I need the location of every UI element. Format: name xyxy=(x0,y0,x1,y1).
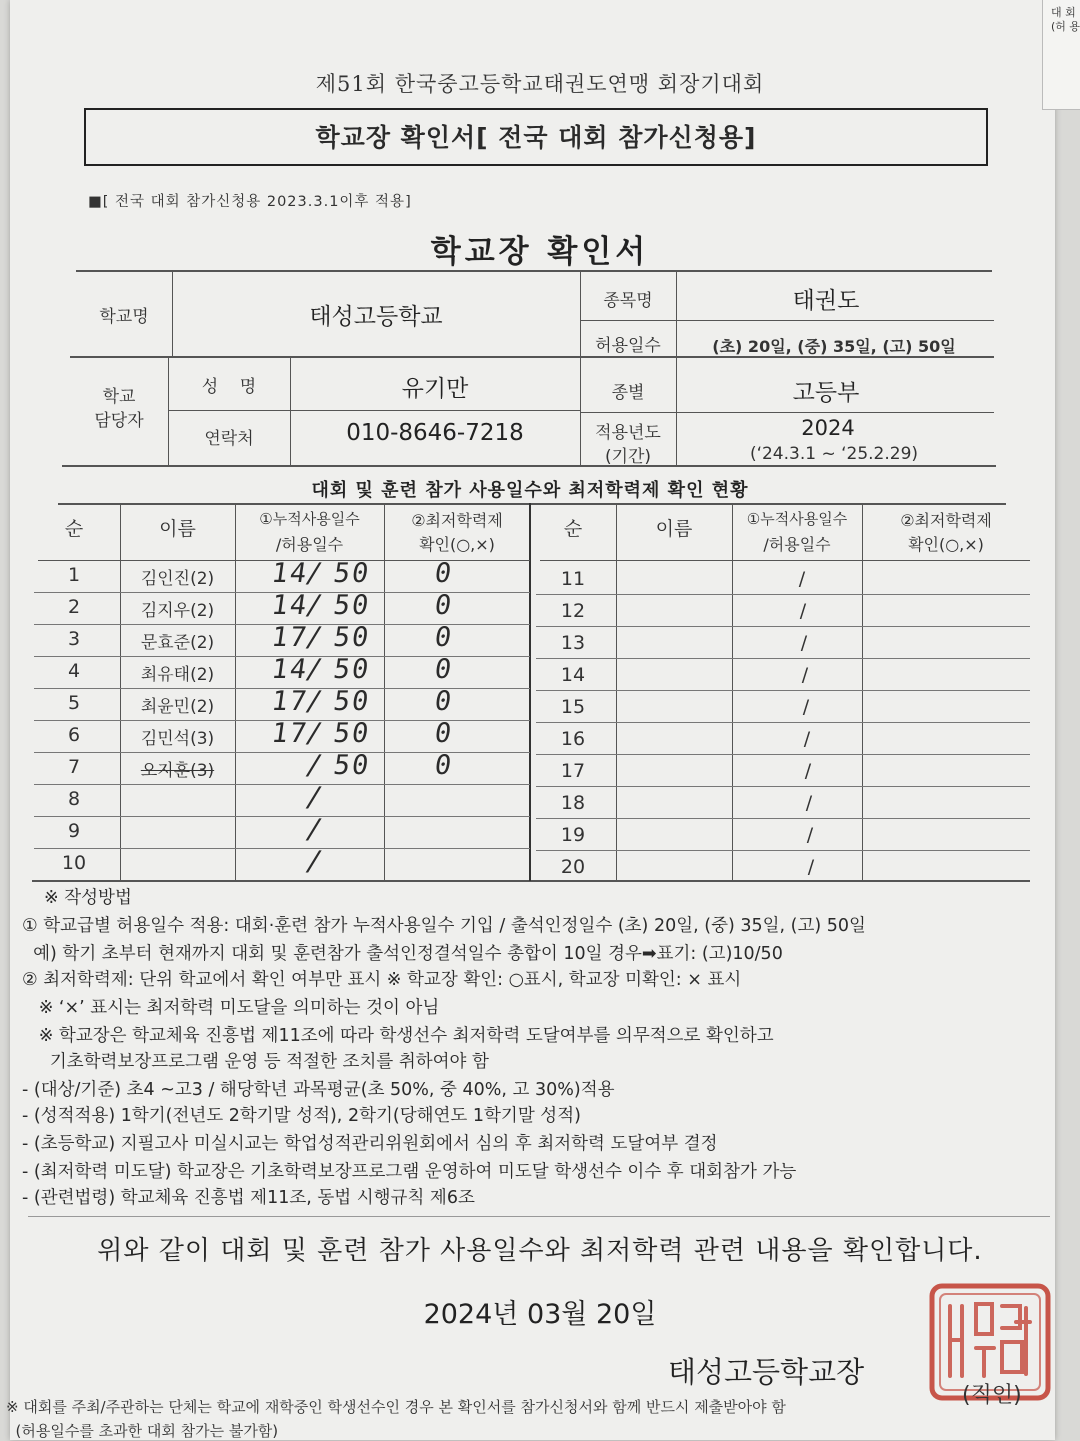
used-days: 17 xyxy=(269,686,311,717)
slash: / xyxy=(303,558,327,589)
row-divider xyxy=(536,850,1030,851)
slash: / xyxy=(303,782,327,813)
slash: / xyxy=(803,728,811,750)
slash: / xyxy=(303,622,327,653)
row-divider xyxy=(536,658,1030,659)
year-value: 2024 xyxy=(801,416,855,440)
student-name: 김지우(2) xyxy=(140,601,215,621)
header-days-1: ①누적사용일수 xyxy=(259,510,360,528)
period-value: (‘24.3.1 ~ ‘25.2.29) xyxy=(749,444,919,464)
allowed-value: (초) 20일, (중) 35일, (고) 50일 xyxy=(712,337,956,356)
instruction-line: 기초학력보장프로그램 운영 등 적절한 조치를 취하여야 함 xyxy=(22,1052,489,1072)
allowed-days: 50 xyxy=(331,558,373,589)
row-divider xyxy=(34,816,530,817)
issue-date: 2024년 03월 20일 xyxy=(423,1299,657,1330)
row-divider xyxy=(536,786,1030,787)
name-label: 성 명 xyxy=(201,377,257,397)
instruction-line: - (최저학력 미도달) 학교장은 기초학력보장프로그램 운영하여 미도달 학생선수 이수 후 대회참가 가능 xyxy=(22,1162,797,1182)
status-table-title: 대회 및 훈련 참가 사용일수와 최저학력제 확인 현황 xyxy=(311,480,749,501)
adjacent-sheet-line-1: 대 회 xyxy=(1051,6,1076,19)
used-days: 14 xyxy=(269,654,311,685)
row-number: 16 xyxy=(560,728,586,750)
school-value: 태성고등학교 xyxy=(309,304,443,330)
row-number: 8 xyxy=(67,788,81,810)
used-days: 17 xyxy=(269,622,311,653)
header-no: 순 xyxy=(64,518,84,540)
year-label-2: (기간) xyxy=(604,447,652,467)
header-check-1: ②최저학력제 xyxy=(900,511,992,530)
row-number: 11 xyxy=(560,568,586,590)
row-number: 18 xyxy=(560,792,586,814)
row-number: 10 xyxy=(61,852,87,874)
row-divider xyxy=(536,754,1030,755)
division-value: 고등부 xyxy=(792,380,860,406)
header-no: 순 xyxy=(563,518,583,540)
instruction-line: ※ 작성방법 xyxy=(44,888,132,908)
apply-note: ■[ 전국 대회 참가신청용 2023.3.1이후 적용] xyxy=(88,194,412,210)
slash: / xyxy=(801,664,809,686)
seal-label: (직인) xyxy=(962,1383,1022,1408)
phone-label: 연락처 xyxy=(204,429,254,449)
header-check-2: 확인(○,×) xyxy=(908,535,984,554)
min-academic-check: 0 xyxy=(432,590,456,621)
row-number: 5 xyxy=(67,692,81,714)
student-name: 김인진(2) xyxy=(140,569,215,589)
row-divider xyxy=(536,690,1030,691)
slash: / xyxy=(303,814,327,845)
school-label: 학교명 xyxy=(99,307,149,327)
sport-value: 태권도 xyxy=(792,288,860,314)
row-number: 13 xyxy=(560,632,586,654)
header-name: 이름 xyxy=(655,518,693,540)
year-label-1: 적용년도 xyxy=(595,423,661,443)
row-number: 9 xyxy=(67,820,81,842)
instruction-line: - (관련법령) 학교체육 진흥법 제11조, 동법 시행규칙 제6조 xyxy=(22,1188,475,1208)
student-name: 김민석(3) xyxy=(140,729,215,749)
used-days: 17 xyxy=(269,718,311,749)
sport-label: 종목명 xyxy=(603,291,653,311)
student-name: 최윤민(2) xyxy=(140,697,215,717)
row-number: 3 xyxy=(67,628,81,650)
min-academic-check: 0 xyxy=(432,654,456,685)
contact-label-1: 학교 xyxy=(102,387,136,407)
instruction-line: - (초등학교) 지필고사 미실시교는 학업성적관리위원회에서 심의 후 최저학력 도달여부 결정 xyxy=(22,1134,718,1154)
slash: / xyxy=(303,718,327,749)
slash: / xyxy=(806,824,814,846)
min-academic-check: 0 xyxy=(432,622,456,653)
event-title: 제51회 한국중고등학교태권도연맹 회장기대회 xyxy=(315,72,765,96)
name-value: 유기만 xyxy=(401,376,469,402)
header-days-2: /허용일수 xyxy=(275,535,344,554)
row-divider xyxy=(536,722,1030,723)
row-divider xyxy=(536,818,1030,819)
slash: / xyxy=(303,846,327,877)
row-number: 6 xyxy=(67,724,81,746)
slash: / xyxy=(798,568,806,590)
header-days-2: /허용일수 xyxy=(763,535,831,554)
slash: / xyxy=(303,590,327,621)
student-name: 문효준(2) xyxy=(140,633,215,653)
row-number: 20 xyxy=(560,856,586,878)
instruction-line: ① 학교급별 허용일수 적용: 대회·훈련 참가 누적사용일수 기입 / 출석인정일수 (초) 20일, (중) 35일, (고) 50일 xyxy=(22,916,866,936)
row-number: 19 xyxy=(560,824,586,846)
header-name: 이름 xyxy=(159,518,196,540)
header-check-2: 확인(○,×) xyxy=(419,535,495,554)
slash: / xyxy=(804,760,812,782)
allowed-days: 50 xyxy=(331,590,373,621)
allowed-days: 50 xyxy=(331,622,373,653)
footer-note-1: ※ 대회를 주최/주관하는 단체는 학교에 재학중인 학생선수인 경우 본 확인서를 참가신청서와 함께 반드시 제출받아야 함 xyxy=(6,1398,786,1416)
allowed-days: 50 xyxy=(331,654,373,685)
row-number: 1 xyxy=(67,564,81,586)
slash: / xyxy=(802,696,810,718)
row-number: 15 xyxy=(560,696,586,718)
contact-label-2: 담당자 xyxy=(94,411,144,431)
allowed-days: 50 xyxy=(331,718,373,749)
slash: / xyxy=(303,750,327,781)
used-days: 14 xyxy=(269,590,311,621)
slash: / xyxy=(303,686,327,717)
min-academic-check: 0 xyxy=(432,750,456,781)
header-days-1: ①누적사용일수 xyxy=(746,510,848,528)
slash: / xyxy=(807,856,815,878)
instruction-line: ② 최저학력제: 단위 학교에서 확인 여부만 표시 ※ 학교장 확인: ○표시, 학교장 미확인: × 표시 xyxy=(22,970,742,990)
header-divider xyxy=(540,560,1030,561)
instruction-line: - (성적적용) 1학기(전년도 2학기말 성적), 2학기(당해연도 1학기말 성적) xyxy=(22,1106,581,1126)
row-divider xyxy=(34,784,530,785)
allowed-days: 50 xyxy=(331,686,373,717)
allowed-label: 허용일수 xyxy=(595,336,661,356)
allowed-days: 50 xyxy=(331,750,373,781)
phone-value: 010-8646-7218 xyxy=(346,420,524,446)
slash: / xyxy=(303,654,327,685)
confirmation-statement: 위와 같이 대회 및 훈련 참가 사용일수와 최저학력 관련 내용을 확인합니다. xyxy=(97,1236,983,1266)
row-number: 2 xyxy=(67,596,81,618)
instruction-line: 예) 학기 초부터 현재까지 대회 및 훈련참가 출석인정결석일수 총합이 10일 경우➡표기: (고)10/50 xyxy=(22,944,783,964)
min-academic-check: 0 xyxy=(432,558,456,589)
division-label: 종별 xyxy=(611,383,645,403)
main-title: 학교장 확인서 xyxy=(430,234,650,270)
row-number: 12 xyxy=(560,600,586,622)
instruction-line: - (대상/기준) 초4 ~고3 / 해당학년 과목평균(초 50%, 중 40%, 고 30%)적용 xyxy=(22,1080,615,1100)
row-number: 17 xyxy=(560,760,586,782)
header-check-1: ②최저학력제 xyxy=(411,511,503,530)
row-divider xyxy=(34,848,530,849)
principal-name: 태성고등학교장 xyxy=(668,1355,865,1389)
instruction-line: ※ ‘×’ 표시는 최저학력 미도달을 의미하는 것이 아님 xyxy=(22,998,440,1018)
row-number: 4 xyxy=(67,660,81,682)
instruction-line: ※ 학교장은 학교체육 진흥법 제11조에 따라 학생선수 최저학력 도달여부를 의무적으로 확인하고 xyxy=(22,1026,774,1046)
footer-note-2: (허용일수를 초과한 대회 참가는 불가함) xyxy=(6,1422,279,1440)
box-title: 학교장 확인서[ 전국 대회 참가신청용] xyxy=(315,123,757,152)
row-divider xyxy=(536,594,1030,595)
min-academic-check: 0 xyxy=(432,718,456,749)
used-days: 14 xyxy=(269,558,311,589)
student-name: 최유태(2) xyxy=(140,665,215,685)
row-number: 7 xyxy=(67,756,81,778)
adjacent-sheet-line-2: (허 용 xyxy=(1051,20,1080,33)
slash: / xyxy=(805,792,813,814)
row-number: 14 xyxy=(560,664,586,686)
slash: / xyxy=(799,600,807,622)
slash: / xyxy=(800,632,808,654)
row-divider xyxy=(536,626,1030,627)
student-name: 오지훈(3) xyxy=(140,761,215,781)
min-academic-check: 0 xyxy=(432,686,456,717)
